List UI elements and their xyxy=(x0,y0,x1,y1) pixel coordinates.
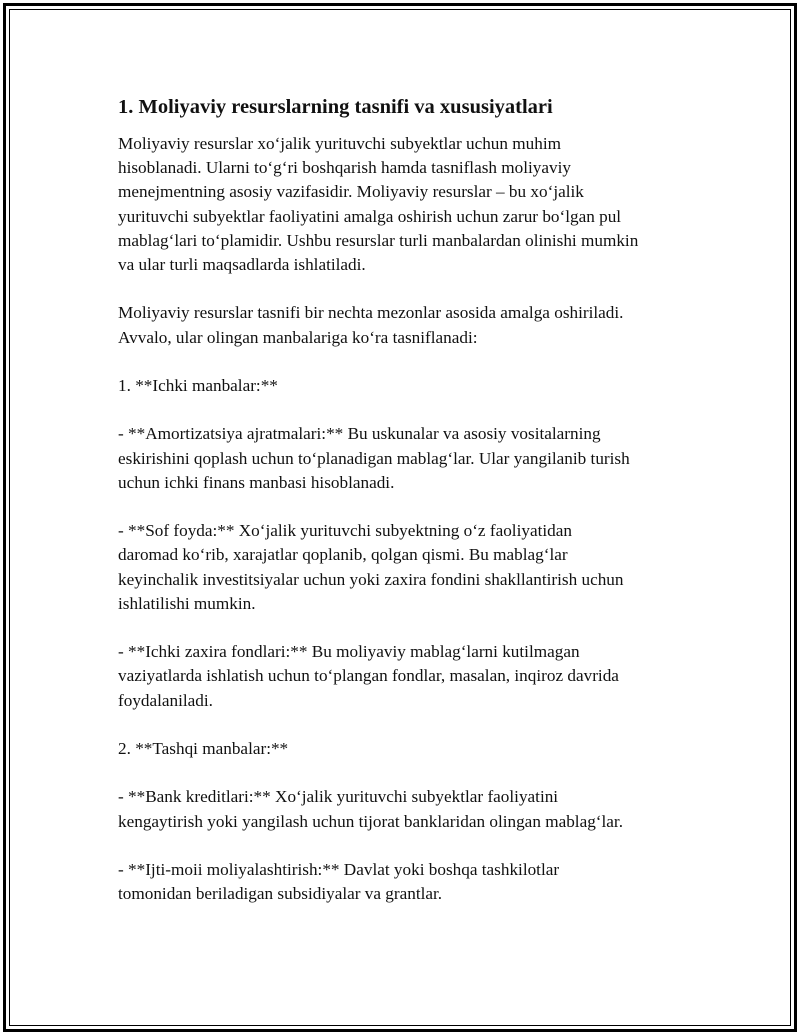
list-item-amortization: - **Amortizatsiya ajratmalari:** Bu uskunalar va asosiy vositalarning eskirishini qoplash uchun to‘planadigan mablag‘lar. Ular yangilanib turish uchun ichki finans manbasi hisoblanadi. xyxy=(118,424,630,492)
paragraph-spacer xyxy=(118,834,688,858)
intro-paragraph: Moliyaviy resurslar xo‘jalik yurituvchi subyektlar uchun muhim hisoblanadi. Ularni to‘g‘ri boshqarish hamda tasniflash moliyaviy menejmentning asosiy vazifasidir. Moliyaviy resurslar – bu xo‘jalik yurituvchi subyektlar faoliyatini amalga oshirish uchun zarur bo‘lgan pul mablag‘lari to‘plamidir. Ushbu resurslar turli manbalardan olinishi mumkin va ular turli maqsadlarda ishlatiladi. xyxy=(118,134,639,275)
external-sources-heading: 2. **Tashqi manbalar:** xyxy=(118,738,289,758)
paragraph-spacer xyxy=(118,616,688,640)
document-title: 1. Moliyaviy resurslarning tasnifi va xususiyatlari xyxy=(118,96,553,118)
list-item-net-profit: - **Sof foyda:** Xo‘jalik yurituvchi subyektning o‘z faoliyatidan daromad ko‘rib, xarajatlar qoplanib, qolgan qismi. Bu mablag‘lar keyinchalik investitsiyalar uchun yoki zaxira fondini shakllantirish uchun ishlatilishi mumkin. xyxy=(118,521,624,613)
list-item-social-funding: - **Ijti-moii moliyalashtirish:** Davlat yoki boshqa tashkilotlar tomonidan beriladigan subsidiyalar va grantlar. xyxy=(118,859,560,904)
paragraph-spacer xyxy=(118,277,688,301)
paragraph-spacer xyxy=(118,713,688,737)
document-body xyxy=(118,93,688,906)
list-item-bank-credits: - **Bank kreditlari:** Xo‘jalik yurituvchi subyektlar faoliyatini kengaytirish yoki yangilash uchun tijorat banklaridan olingan mablag‘lar. xyxy=(118,787,623,831)
internal-sources-heading: 1. **Ichki manbalar:** xyxy=(118,376,278,395)
paragraph-spacer xyxy=(118,761,688,785)
list-item-reserve-funds: - **Ichki zaxira fondlari:** Bu moliyaviy mablag‘larni kutilmagan vaziyatlarda ishlatish uchun to‘plangan fondlar, masalan, inqiroz davrida foydalaniladi. xyxy=(118,642,619,710)
classification-paragraph: Moliyaviy resurslar tasnifi bir nechta mezonlar asosida amalga oshiriladi. Avvalo, ular olingan manbalariga ko‘ra tasniflanadi: xyxy=(118,303,624,347)
paragraph-spacer xyxy=(118,398,688,422)
paragraph-spacer xyxy=(118,495,688,519)
paragraph-spacer xyxy=(118,350,688,374)
